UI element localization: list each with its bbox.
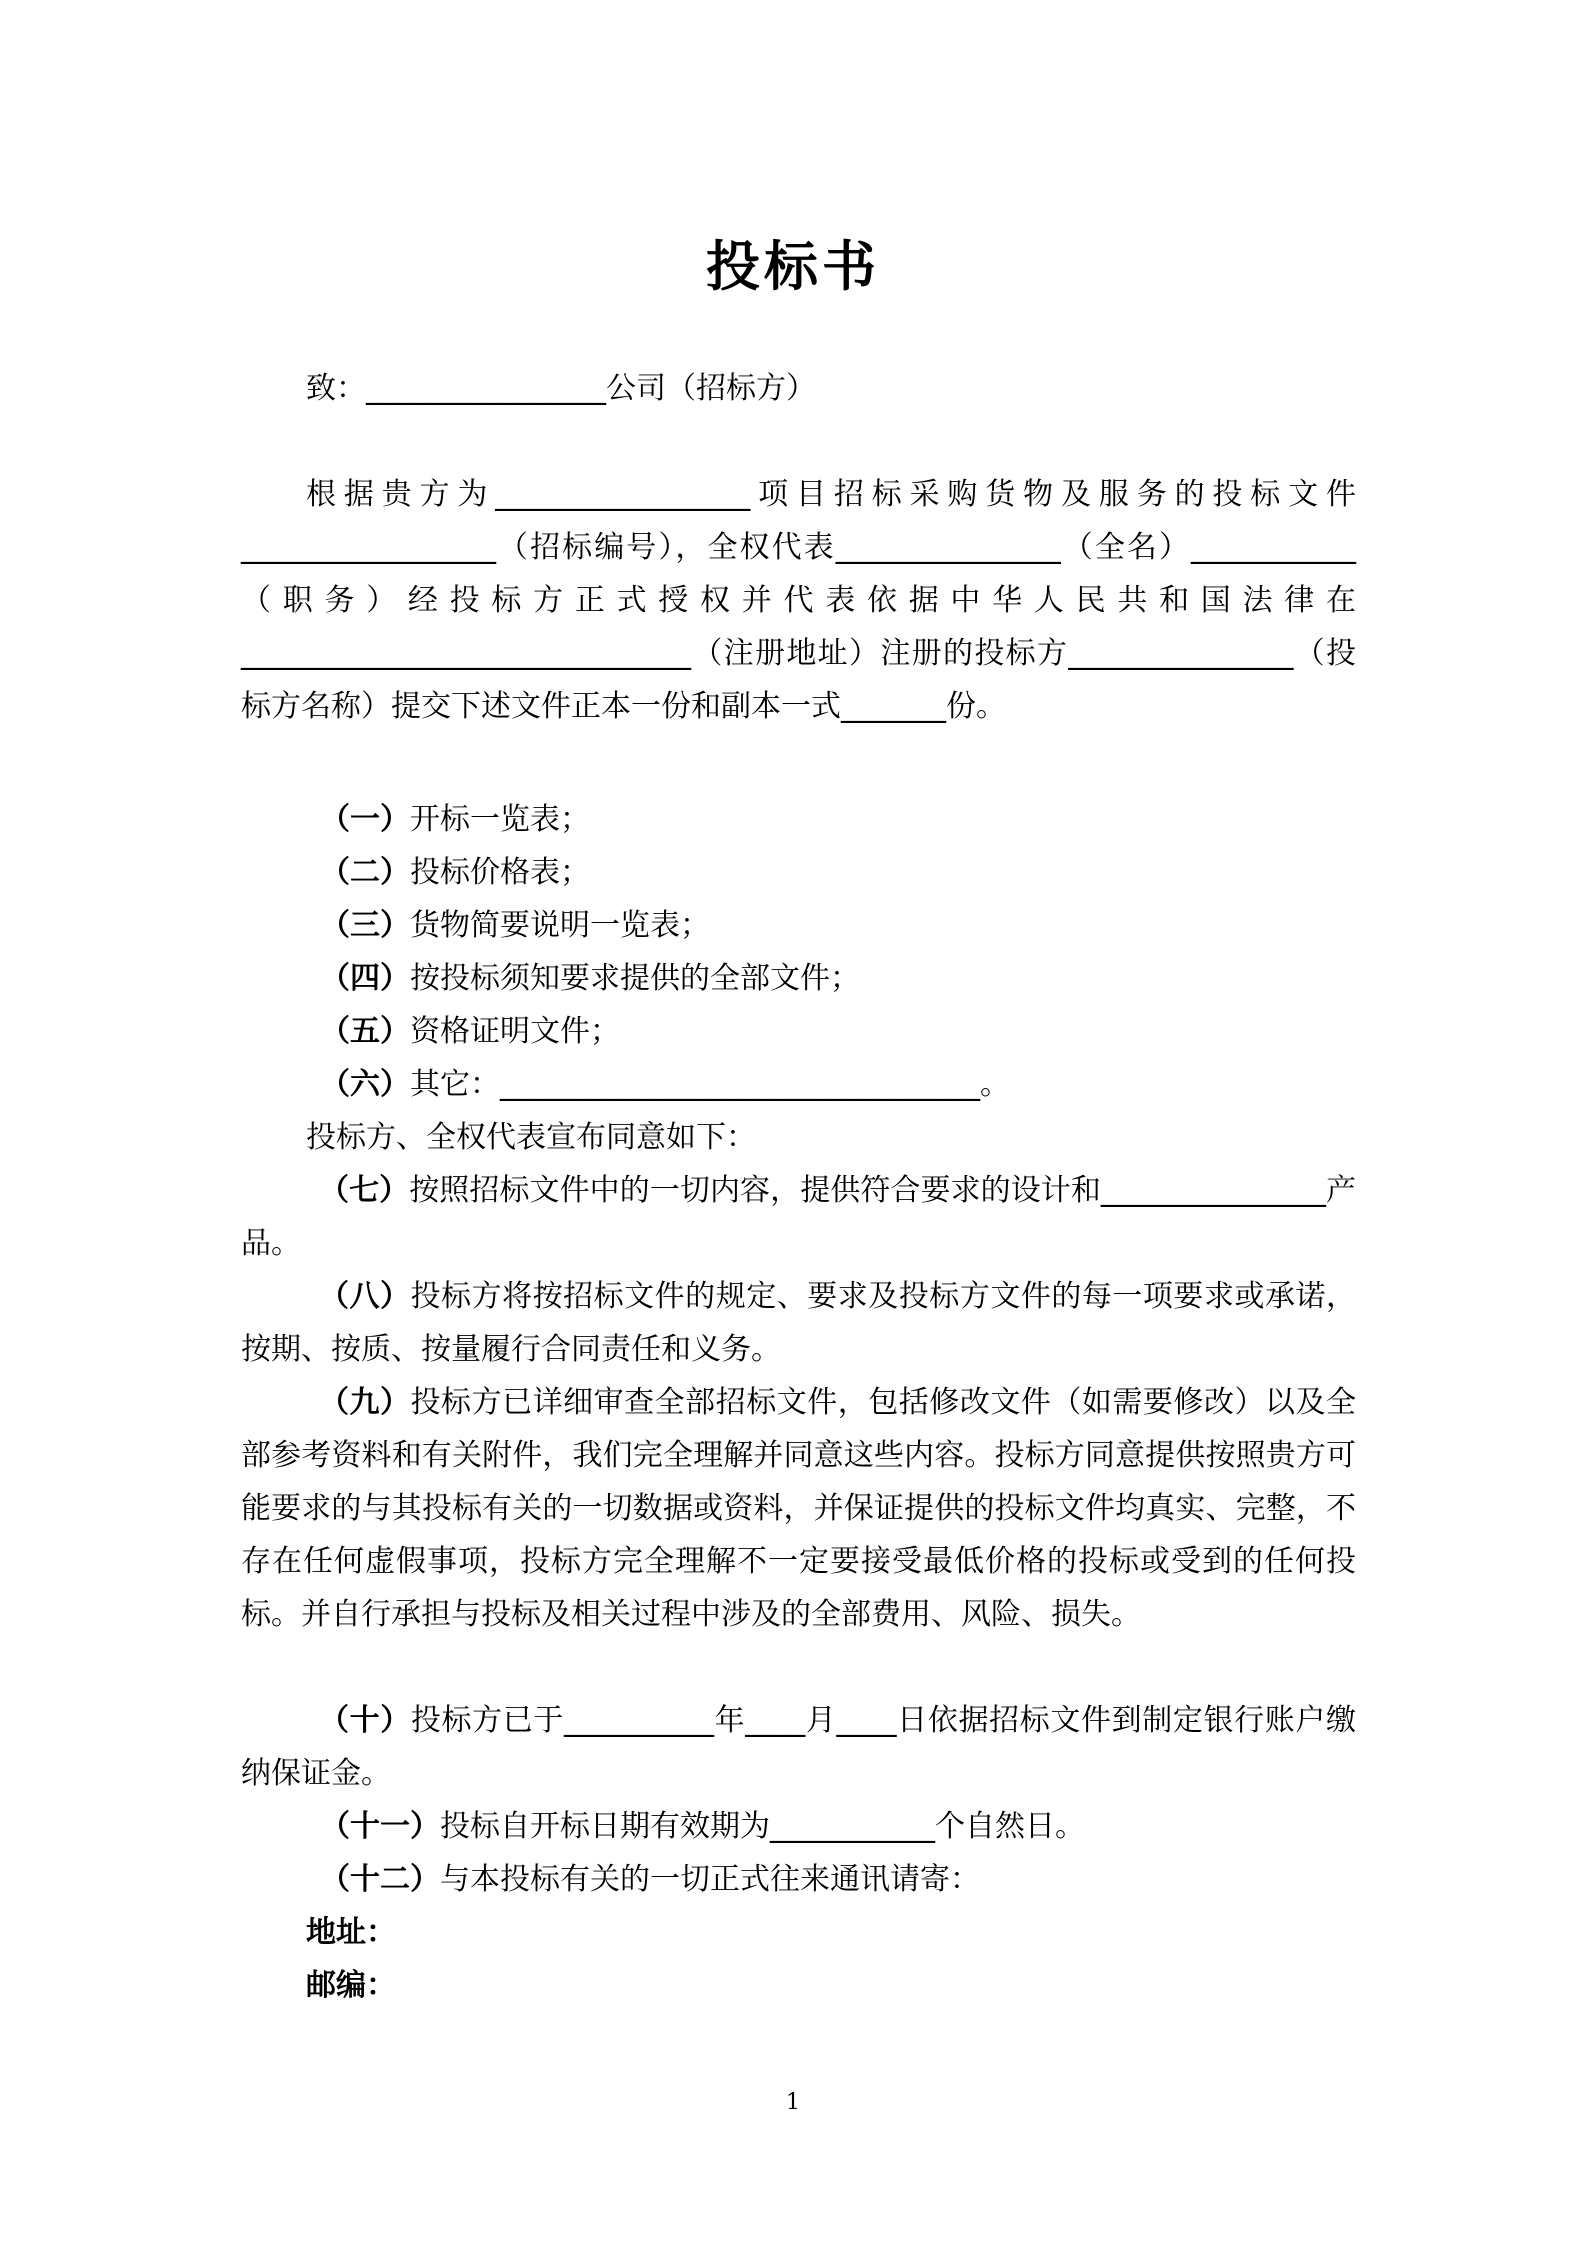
clause-number: （十） <box>319 1703 411 1738</box>
clause-7 <box>241 1164 1356 1270</box>
list-number: （四） <box>320 961 410 996</box>
clause-text: 与本投标有关的一切正式往来通讯请寄： <box>440 1862 980 1897</box>
list-number: （二） <box>320 855 410 890</box>
list-text: 投标价格表； <box>410 855 590 890</box>
list-item <box>320 952 860 1005</box>
clause-text: 投标方已详细审查全部招标文件，包括修改文件（如需要修改）以及全部参考资料和有关附件，我们完全理解并同意这些内容。投标方同意提供按照贵方可能要求的与其投标有关的一切数据或资料，并保证提供的投标文件均真实、完整，不存在任何虚假事项，投标方完全理解不一定要接受最低价格的投标或受到的任何投标。并自行承担与投标及相关过程中涉及的全部费用、风险、损失。 <box>241 1385 1357 1632</box>
clause-text: 投标方将按招标文件的规定、要求及投标方文件的每一项要求或承诺，按期、按质、按量履行合同责任和义务。 <box>241 1279 1357 1367</box>
clause-number: （九） <box>319 1385 411 1420</box>
addressee-line: 致：________________公司（招标方） <box>306 371 816 406</box>
intro-paragraph: 根据贵方为_________________项目招标采购货物及服务的投标文件_________________（招标编号），全权代表_______________（全名）___________（职务）经投标方正式授权并代表依据中华人民共和国法律在______________________________（注册地址）注册的投标方_______________（投标方名称）提交下述文件正本一份和副本一式_______份。 <box>241 477 1356 724</box>
clause-text: 按照招标文件中的一切内容，提供符合要求的设计和_______________产品。 <box>241 1173 1357 1261</box>
list-item <box>320 1005 620 1058</box>
list-number: （五） <box>320 1014 410 1049</box>
clause-9 <box>241 1376 1356 1641</box>
list-number: （三） <box>320 908 410 943</box>
list-text: 其它：________________________________。 <box>410 1067 1010 1102</box>
list-number: （一） <box>320 802 410 837</box>
list-number: （六） <box>320 1067 410 1102</box>
document-title: 投标书 <box>706 235 880 298</box>
list-text: 按投标须知要求提供的全部文件； <box>410 961 860 996</box>
list-text: 开标一览表； <box>410 802 590 837</box>
clause-text: 投标方已于__________年____月____日依据招标文件到制定银行账户缴纳保证金。 <box>241 1703 1357 1791</box>
list-text: 货物简要说明一览表； <box>410 908 710 943</box>
declaration-intro: 投标方、全权代表宣布同意如下： <box>306 1120 756 1155</box>
clause-number: （十一） <box>320 1809 440 1844</box>
list-item <box>320 793 590 846</box>
clause-8 <box>241 1270 1356 1376</box>
clause-text: 投标自开标日期有效期为___________个自然日。 <box>440 1809 1085 1844</box>
clause-11 <box>320 1800 1085 1853</box>
clause-number: （七） <box>319 1173 410 1208</box>
clause-number: （十二） <box>320 1862 440 1897</box>
clause-10 <box>241 1694 1356 1800</box>
list-item <box>320 846 590 899</box>
list-item <box>320 1058 1010 1111</box>
address-label: 地址： <box>306 1915 396 1950</box>
clause-number: （八） <box>319 1279 411 1314</box>
clause-12 <box>320 1853 980 1906</box>
list-item <box>320 899 710 952</box>
list-text: 资格证明文件； <box>410 1014 620 1049</box>
postcode-label: 邮编： <box>306 1968 396 2003</box>
page-number: 1 <box>786 2090 800 2115</box>
